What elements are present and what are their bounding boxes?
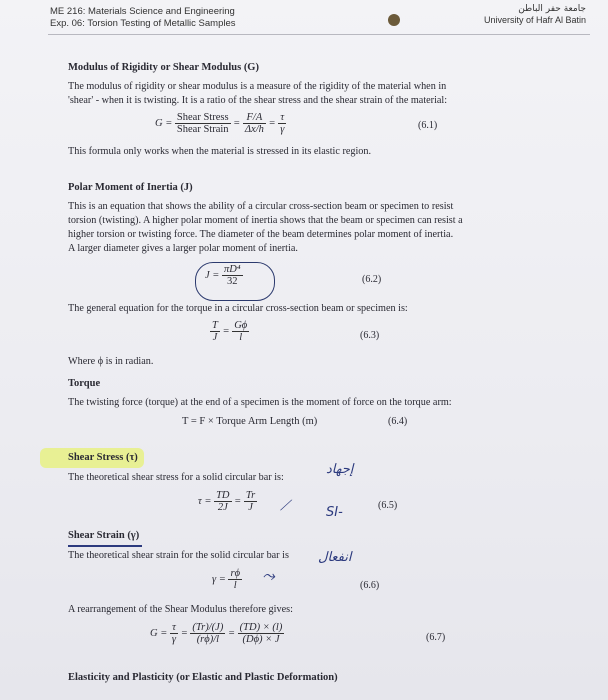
shear-stress-text: The theoretical shear stress for a solid circular bar is:	[68, 472, 284, 483]
polar-text-line4: A larger diameter gives a larger polar moment of inertia.	[68, 243, 298, 254]
equation-number-6-1: (6.1)	[418, 120, 438, 131]
equation-number-6-2: (6.2)	[362, 274, 382, 285]
equation-number-6-3: (6.3)	[360, 330, 380, 341]
handwritten-arrow-icon: ⟋	[280, 498, 290, 514]
section-heading-modulus: Modulus of Rigidity or Shear Modulus (G)	[68, 62, 259, 73]
handwritten-note-si: SI-	[326, 505, 343, 520]
equation-6-5: τ = $\frac{TD}{2J}$ = $\frac{Tr}{J}$	[198, 490, 256, 513]
rearrangement-text: A rearrangement of the Shear Modulus therefore gives:	[68, 604, 293, 615]
university-arabic: جامعة حفر الباطن	[518, 4, 586, 14]
radian-note: Where ϕ is in radian.	[68, 356, 154, 367]
modulus-note: This formula only works when the material is stressed in its elastic region.	[68, 146, 372, 157]
handwritten-underline	[68, 545, 142, 547]
handwritten-arrow-icon-2: ⤳	[262, 566, 275, 585]
document-header	[50, 6, 236, 30]
equation-number-6-4: (6.4)	[388, 416, 408, 427]
equation-6-4: T = F × Torque Arm Length (m)	[182, 416, 318, 427]
section-heading-shear-strain: Shear Strain (γ)	[68, 530, 140, 541]
university-logo-icon	[388, 14, 400, 26]
tau-gamma-fraction: $\frac{\tau}{\gamma}$	[280, 112, 285, 135]
equation-number-6-7: (6.7)	[426, 632, 446, 643]
section-heading-elasticity: Elasticity and Plasticity (or Elastic and Plastic Deformation)	[68, 672, 338, 683]
equation-6-3: $\frac{T}{J}$ = $\frac{G\phi}{l}$	[212, 320, 248, 343]
equation-number-6-6: (6.6)	[360, 580, 380, 591]
polar-text-line1: This is an equation that shows the ability of a circular cross-section beam or specimen to resist	[68, 201, 454, 212]
header-divider	[48, 34, 590, 35]
equation-6-6: γ = $\frac{r\phi}{l}$	[212, 568, 241, 591]
section-heading-torque: Torque	[68, 378, 101, 389]
university-header	[484, 4, 586, 26]
torque-general-text: The general equation for the torque in a circular cross-section beam or specimen is:	[68, 303, 408, 314]
modulus-text-line2: 'shear' - when it is twisting. It is a ratio of the shear stress and the shear strain of the material:	[68, 95, 448, 106]
section-heading-polar: Polar Moment of Inertia (J)	[68, 182, 193, 193]
modulus-text-line1: The modulus of rigidity or shear modulus is a measure of the rigidity of the material when in	[68, 81, 447, 92]
section-heading-shear-stress: Shear Stress (τ)	[68, 452, 138, 463]
handwritten-note-stress: إجهاد	[326, 462, 354, 477]
equation-6-7: G = $\frac{\tau}{\gamma}$ = $\frac{(Tr)/(J)}{(r\phi)/l}$ = $\frac{(TD) \times (l)}{(D\phi) \times J}$	[150, 622, 283, 645]
force-area-fraction: $\frac{F/A}{\Delta x/h}$	[244, 112, 264, 135]
torque-text: The twisting force (torque) at the end of a specimen is the moment of force on the torque arm:	[68, 397, 452, 408]
shear-strain-text: The theoretical shear strain for the solid circular bar is	[68, 550, 289, 561]
university-name: University of Hafr Al Batin	[483, 15, 586, 25]
shear-stress-fraction: $\frac{\text{Shear Stress}}{\text{Shear Strain}}$	[176, 112, 229, 135]
equation-6-2: J = $\frac{\text{πD⁴}}{32}$	[205, 264, 241, 287]
polar-text-line2: torsion (twisting). A higher polar moment of inertia shows that the beam or specimen can resist a	[68, 215, 463, 226]
polar-text-line3: higher torsion or twisting force. The diameter of the beam determines polar moment of inertia.	[68, 229, 454, 240]
handwritten-note-strain: انفعال	[318, 550, 352, 565]
course-title: ME 216: Materials Science and Engineering	[50, 6, 235, 17]
experiment-title: Exp. 06: Torsion Testing of Metallic Samples	[50, 18, 236, 29]
equation-number-6-5: (6.5)	[378, 500, 398, 511]
equation-6-1: G = $\frac{\text{Shear Stress}}{\text{Shear Strain}}$ = $\frac{F/A}{\Delta x/h}$ = $\frac{\tau}{\gamma}$	[155, 112, 285, 135]
